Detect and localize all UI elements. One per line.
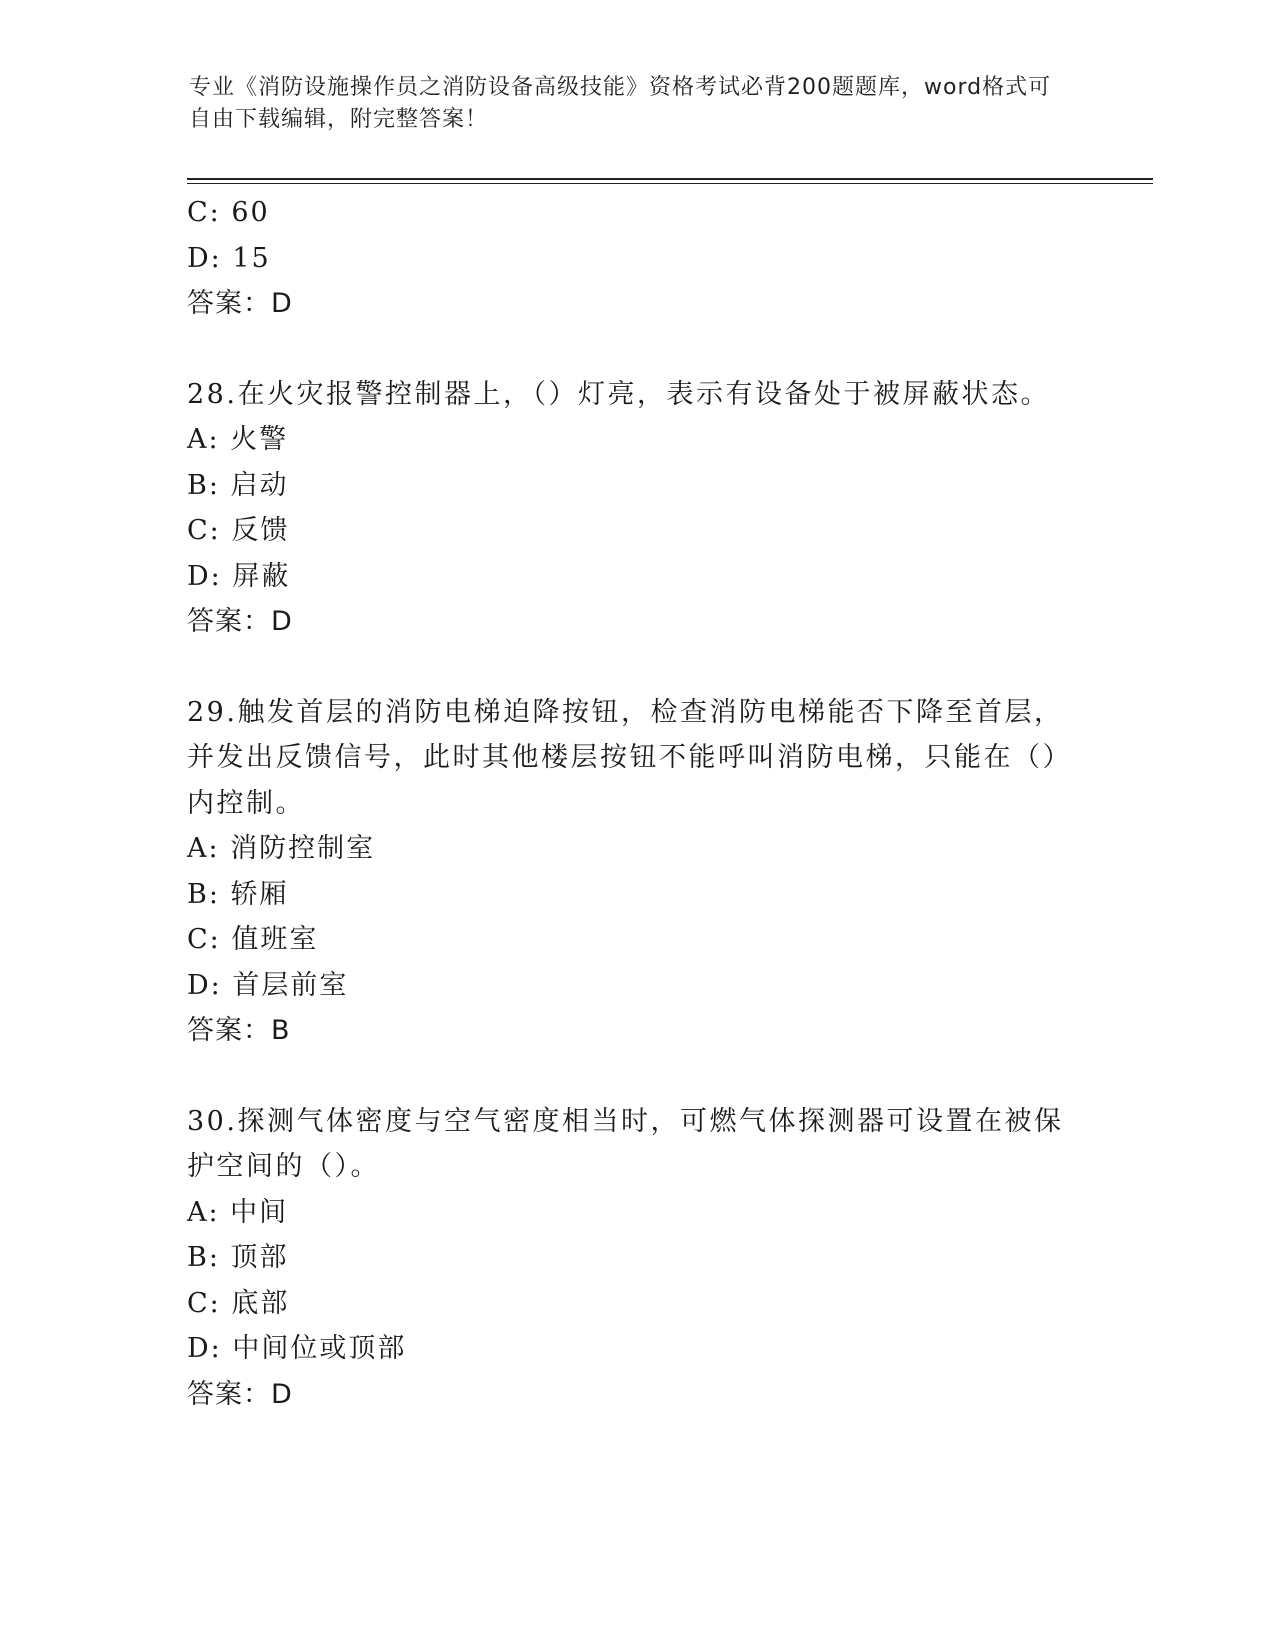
option-d: D: 屏蔽 — [187, 560, 291, 592]
question-text: 29.触发首层的消防电梯迫降按钮，检查消防电梯能否下降至首层，并发出反馈信号，此时其他楼层按钮不能呼叫消防电梯，只能在（）内控制。 — [187, 696, 1072, 819]
option-c: C: 底部 — [187, 1287, 290, 1319]
option-d: D: 中间位或顶部 — [187, 1333, 407, 1364]
answer: 答案：D — [187, 288, 293, 319]
question-text: 30.探测气体密度与空气密度相当时，可燃气体探测器可设置在被保护空间的（）。 — [187, 1105, 1064, 1182]
question-text: 28.在火灾报警控制器上，（）灯亮，表示有设备处于被屏蔽状态。 — [187, 378, 1050, 410]
document-header: 专业《消防设施操作员之消防设备高级技能》资格考试必背200题题库，word格式可自由下载编辑，附完整答案！ — [189, 75, 1052, 132]
answer: 答案：D — [187, 606, 293, 637]
option-a: A: 消防控制室 — [187, 833, 376, 864]
option-d: D: 首层前室 — [187, 969, 349, 1001]
option-c: C: 值班室 — [187, 924, 319, 955]
answer: 答案：B — [187, 1015, 291, 1046]
answer: 答案：D — [187, 1378, 293, 1410]
prev-question-tail — [187, 190, 1087, 327]
option-a: A: 中间 — [187, 1196, 289, 1228]
option-c: C: 60 — [187, 197, 270, 228]
question-list — [187, 190, 1087, 1417]
option-d: D: 15 — [187, 242, 271, 274]
question-30 — [187, 1099, 1087, 1418]
header-rule-thin — [187, 183, 1153, 184]
option-b: B: 轿厢 — [187, 878, 289, 910]
option-c: C: 反馈 — [187, 515, 290, 546]
option-b: B: 启动 — [187, 469, 289, 501]
question-29 — [187, 690, 1087, 1054]
header-rule-thick — [187, 178, 1153, 180]
option-b: B: 顶部 — [187, 1242, 289, 1273]
question-28 — [187, 372, 1087, 645]
option-a: A: 火警 — [187, 424, 289, 455]
